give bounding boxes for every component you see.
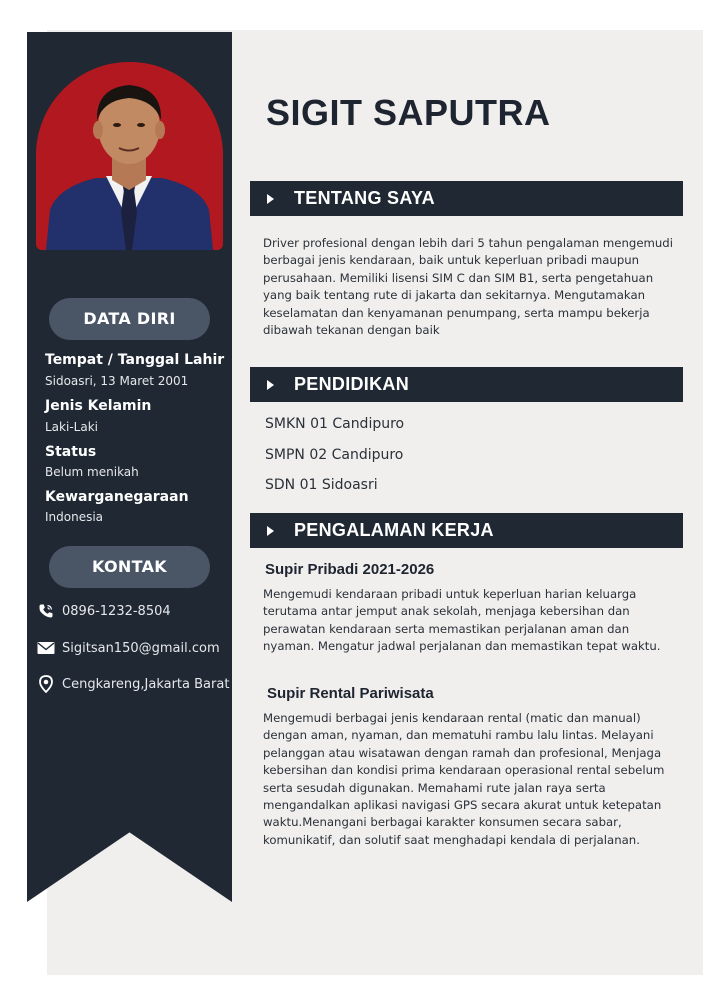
education-item: SMPN 02 Candipuro xyxy=(265,447,404,463)
education-title: PENDIDIKAN xyxy=(294,374,410,394)
triangle-bullet-icon xyxy=(267,380,274,390)
email-icon xyxy=(37,639,55,657)
triangle-bullet-icon xyxy=(267,526,274,536)
education-item: SDN 01 Sidoasri xyxy=(265,477,378,493)
profile-photo xyxy=(36,62,223,250)
about-text: Driver profesional dengan lebih dari 5 tahun pengalaman mengemudi berbagai jenis kendaraan, baik untuk keperluan pribadi maupun perusahaan. Memiliki lisensi SIM C dan SIM B1, serta pengetahuan yang baik tentang rute di jakarta dan sekitarnya. Mengutamakan keselamatan dan kenyamanan penumpang, serta mampu bekerja dibawah tekanan dengan baik xyxy=(263,236,673,338)
job-title: Supir Rental Pariwisata xyxy=(267,685,434,702)
experience-title: PENGALAMAN KERJA xyxy=(294,520,494,540)
birth-label: Tempat / Tanggal Lahir xyxy=(45,352,225,368)
contact-location[interactable] xyxy=(37,675,229,693)
experience-section-header xyxy=(250,513,683,548)
contact-location-text: Cengkareng,Jakarta Barat xyxy=(62,676,230,692)
job-description: Mengemudi berbagai jenis kendaraan rental (matic dan manual) dengan aman, nyaman, dan mematuhi rambu lalu lintas. Melayani pelanggan atau wisatawan dengan ramah dan profesional, Menjaga kebersihan dan kondisi prima kendaraan operasional rental sebelum serta sesudah digunakan. Memahami rute jalan raya serta mengandalkan aplikasi navigasi GPS secara akurat untuk ketepatan waktu.Menangani berbagai karakter konsumen secara sabar, komunikatif, dan solutif saat menghadapi kendala di perjalanan. xyxy=(263,711,665,847)
phone-icon xyxy=(37,602,55,620)
status-value: Belum menikah xyxy=(45,465,139,479)
contact-email-text: Sigitsan150@gmail.com xyxy=(62,640,220,656)
job-title: Supir Pribadi 2021-2026 xyxy=(265,561,435,578)
contact-phone-text: 0896-1232-8504 xyxy=(62,603,171,619)
about-title: TENTANG SAYA xyxy=(294,188,435,208)
location-pin-icon xyxy=(37,675,55,693)
birth-value: Sidoasri, 13 Maret 2001 xyxy=(45,374,189,388)
gender-label: Jenis Kelamin xyxy=(45,398,152,414)
status-label: Status xyxy=(45,444,97,460)
about-section-header xyxy=(250,181,683,216)
data-diri-heading: DATA DIRI xyxy=(49,298,210,340)
education-section-header xyxy=(250,367,683,402)
triangle-bullet-icon xyxy=(267,194,274,204)
person-name: SIGIT SAPUTRA xyxy=(266,92,551,133)
citizenship-label: Kewarganegaraan xyxy=(45,489,189,505)
kontak-heading: KONTAK xyxy=(49,546,210,588)
contact-email[interactable] xyxy=(37,639,220,657)
citizenship-value: Indonesia xyxy=(45,510,104,524)
contact-phone[interactable] xyxy=(37,602,171,620)
education-item: SMKN 01 Candipuro xyxy=(265,416,405,432)
job-description: Mengemudi kendaraan pribadi untuk keperluan harian keluarga terutama antar jemput anak sekolah, menjaga kebersihan dan perawatan kendaraan serta memastikan perjalanan aman dan nyaman. Mengatur jadwal perjalanan dan memastikan tepat waktu. xyxy=(263,587,661,654)
gender-value: Laki-Laki xyxy=(45,420,98,434)
